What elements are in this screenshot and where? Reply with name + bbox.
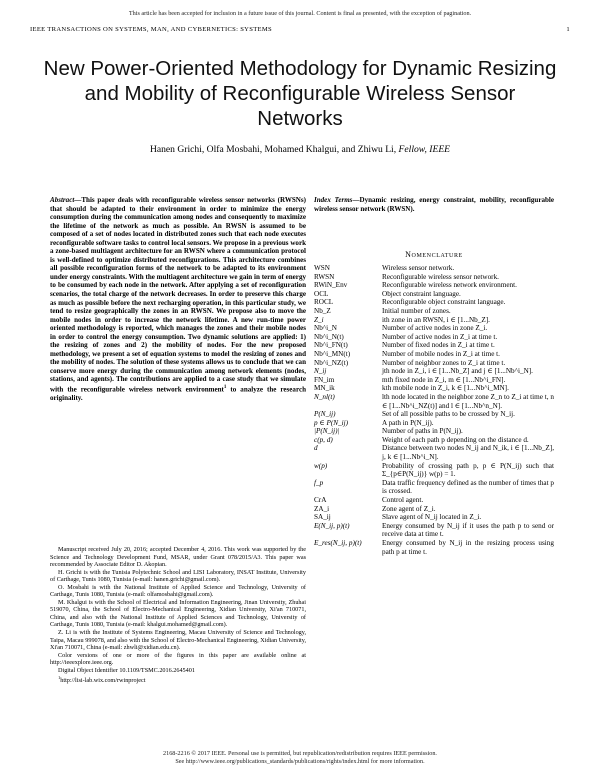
nomenclature-definition: Energy consumed by N_ij in the resizing process using path p at time t. [382, 539, 554, 556]
footnote-mosbahi: O. Mosbahi is with the National Institute of Applied Science and Technology, University of Carthage, Tunis 1080, Tunisia (e-mail: olfamosbahi@gmail.com). [50, 583, 306, 599]
nomenclature-symbol: RWiN_Env [314, 281, 348, 290]
nomenclature-title: Nomenclature [405, 250, 463, 259]
nomenclature-symbol: Nb^i_FN(t) [314, 341, 348, 350]
nomenclature-row [314, 367, 554, 376]
nomenclature-definition: Reconfigurable wireless sensor network. [382, 272, 499, 281]
abstract [50, 196, 306, 402]
nomenclature-symbol: RWSN [314, 272, 335, 281]
footnote-doi: Digital Object Identifier 10.1109/TSMC.2016.2645401 [58, 666, 195, 674]
nomenclature-row [314, 307, 554, 316]
nomenclature-row [314, 384, 554, 393]
author-list [40, 144, 560, 155]
index-terms-lead: Index Terms [314, 196, 353, 204]
abstract-tail: to analyze the research originality. [50, 385, 306, 402]
nomenclature-definition: lth node located in the neighbor zone Z_n to Z_i at time t, n ∈ [1...Nb^i_NZ(t)] and l ∈ [1...Nb^n_N]. [382, 392, 554, 410]
nomenclature-symbol: Nb^i_NZ(t) [314, 358, 349, 367]
nomenclature-row [314, 505, 554, 514]
footnote-li: Z. Li is with the Institute of Systems Engineering, Macau University of Science and Technology, Taipa, Macau 999078, and also with the School of Electro-Mechanical Engineering, Xidian University, Xi'an 710071, China (e-mail: zhwli@xidian.edu.cn). [50, 629, 306, 652]
nomenclature-row [314, 316, 554, 325]
nomenclature-symbol: OCL [314, 289, 329, 298]
nomenclature-row [314, 479, 554, 496]
paper-title: New Power-Oriented Methodology for Dynamic Resizing and Mobility of Reconfigurable Wireless Sensor Networks [43, 57, 557, 130]
nomenclature-definition: Reconfigurable object constraint language. [382, 298, 506, 307]
nomenclature-symbol: |P(N_ij)| [314, 427, 340, 436]
index-terms-text: —Dynamic resizing, energy constraint, mobility, reconfigurable wireless sensor network (RWSN). [314, 196, 554, 213]
nomenclature-definition: Number of paths in P(N_ij). [382, 427, 463, 436]
nomenclature-definition: Probability of crossing path p, p ∈ P(N_ij) such that Σ_{p∈P(N_ij)} w(p) = 1. [382, 461, 554, 479]
abstract-lead: Abstract [50, 196, 75, 204]
author-names: Hanen Grichi, Olfa Mosbahi, Mohamed Khalgui, and Zhiwu Li, [149, 144, 397, 155]
nomenclature-symbol: p ∈ P(N_ij) [314, 418, 349, 427]
nomenclature-definition: Control agent. [382, 496, 424, 505]
nomenclature-definition: Weight of each path p depending on the distance d. [382, 435, 529, 444]
nomenclature-definition: Object constraint language. [382, 289, 461, 298]
footnotes [50, 546, 306, 685]
nomenclature-symbol: f_p [314, 478, 324, 487]
footnote-color: Color versions of one or more of the figures in this paper are available online at http://ieeexplore.ieee.org. [50, 651, 306, 667]
nomenclature-definition: ith zone in an RWSN, i ∈ [1...Nb_Z]. [382, 315, 490, 324]
running-header [30, 26, 570, 33]
nomenclature-definition: Wireless sensor network. [382, 264, 455, 272]
nomenclature-symbol: ROCL [314, 298, 334, 307]
footnote-grichi: H. Grichi is with the Tunisia Polytechnic School and LISI Laboratory, INSAT Institute, University of Carthage, Tunis 1080, Tunisia (e-mail: hanen.grichi@gmail.com). [50, 568, 306, 584]
nomenclature-definition: kth mobile node in Z_i, k ∈ [1...Nb^i_MN]. [382, 384, 509, 393]
nomenclature-row [314, 522, 554, 539]
nomenclature-definition: Number of active nodes in zone Z_i. [382, 324, 488, 333]
footnote-link[interactable] [50, 674, 306, 685]
nomenclature-row [314, 376, 554, 385]
nomenclature-definition: Slave agent of N_ij located in Z_i. [382, 513, 482, 522]
nomenclature-row [314, 324, 554, 333]
nomenclature-definition: Number of active nodes in Z_i at time t. [382, 332, 498, 341]
nomenclature-symbol: SA_ij [314, 513, 331, 522]
nomenclature-symbol: ZA_i [314, 504, 330, 513]
nomenclature-definition: A path in P(N_ij). [382, 418, 434, 427]
nomenclature-row [314, 496, 554, 505]
nomenclature-symbol: P(N_ij) [314, 410, 336, 419]
nomenclature-row [314, 539, 554, 556]
nomenclature-definition: mth fixed node in Z_i, m ∈ [1...Nb^i_FN]. [382, 375, 506, 384]
index-terms [314, 196, 554, 213]
nomenclature-row [314, 427, 554, 436]
nomenclature-definition: Number of neighbor zones to Z_i at time t. [382, 358, 506, 367]
nomenclature-row [314, 436, 554, 445]
nomenclature-symbol: c(p, d) [314, 435, 333, 444]
footnote-khalgui: M. Khalgui is with the School of Electrical and Information Engineering, Jinan University, Zhuhai 519070, China, the School of Electro-Mechanical Engineering, Xidian University, Xi'an 710071, China, and also with the National Institute of Applied Sciences and Technology, University of Carthage, Tunis 1080, Tunisia (e-mail: khalgui.mohamed@gmail.com). [50, 598, 306, 629]
nomenclature-definition: Initial number of zones. [382, 306, 451, 315]
nomenclature-definition: Zone agent of Z_i. [382, 504, 436, 513]
nomenclature-symbol: CrA [314, 496, 327, 505]
nomenclature-symbol: E(N_ij, p)(t) [314, 521, 350, 530]
journal-name: IEEE TRANSACTIONS ON SYSTEMS, MAN, AND CYBERNETICS: SYSTEMS [30, 26, 272, 33]
footer-line-1: 2168-2216 © 2017 IEEE. Personal use is permitted, but republication/redistribution requires IEEE permission. [163, 750, 437, 757]
author-fellow: Fellow, IEEE [398, 144, 451, 155]
nomenclature-row [314, 462, 554, 479]
nomenclature-row [314, 444, 554, 461]
nomenclature-definition: Number of mobile nodes in Z_i at time t. [382, 349, 500, 358]
copyright-footer [0, 750, 600, 765]
nomenclature-definition: Energy consumed by N_ij if it uses the path p to send or receive data at time t. [382, 521, 554, 539]
nomenclature-row [314, 333, 554, 342]
nomenclature-row [314, 281, 554, 290]
abstract-text: —This paper deals with reconfigurable wireless sensor networks (RWSNs) that should be adapted to their environment in order to minimize the energy consumption during the communication among nodes and consequently to maximize the lifetime of the network as much as possible. An RWSN is assumed to be composed of a set of nodes located in distributed zones such that each node executes reconfigurable software tasks to control local sensors. We propose in a previous work a zone-based multiagent architecture for an RWSN where a communication protocol is well-defined to optimize distributed reconfigurations. This architecture combines all possible reconfiguration forms of the network to be adapted to its environment under energy constraints. With the multiagent architecture we gain in term of energy to be consumed by each node in the network. After applying a set of reconfiguration scenarios, the total charge of the network decreases. In order to preserve this charge as much as possible before the next recharging operation, in this particular study, we tend to resize geographically the zones in an RWSN. We propose also to move the mobile nodes in order to increase the network lifetime. A new run-time power oriented methodology is reported, which manages the zones and their mobile nodes in order to control the energy consumption. Two dynamic solutions are applied: 1) the resizing of zones and 2) the mobility of nodes. For the new proposed methodology, we present a set of equation systems to model the resizing of zones and the mobility of nodes. The solution of these systems allows us to conclude that we can conserve more energy during the communication among network elements (nodes, stations, and agents). The contributions are applied to a case study that we simulate with the reconfigurable wireless network environment [50, 196, 306, 394]
nomenclature-row [314, 298, 554, 307]
footnote-manuscript: Manuscript received July 20, 2016; accepted December 4, 2016. This work was supported by the Science and Technology Development Fund, MSAR, under Grant 078/2015/A3. This paper was recommended by Associate Editor D. Akopian. [50, 546, 306, 569]
nomenclature-symbol: Nb_Z [314, 306, 331, 315]
nomenclature-row [314, 410, 554, 419]
nomenclature-row [314, 419, 554, 428]
nomenclature-row [314, 350, 554, 359]
nomenclature-definition: Number of fixed nodes in Z_i at time t. [382, 341, 495, 350]
nomenclature-row [314, 273, 554, 282]
footnote-link-mark: 1 [58, 675, 61, 681]
nomenclature-definition: Reconfigurable wireless network environment. [382, 281, 517, 290]
nomenclature-symbol: Nb^i_N [314, 324, 337, 333]
nomenclature-row [314, 513, 554, 522]
nomenclature-symbol: WSN [314, 264, 330, 272]
nomenclature-row [314, 393, 554, 410]
nomenclature-symbol: E_res(N_ij, p)(t) [314, 539, 362, 547]
nomenclature-row [314, 341, 554, 350]
nomenclature-symbol: N_nl(t) [314, 392, 335, 401]
nomenclature-row [314, 264, 554, 273]
page-number: 1 [566, 26, 570, 33]
footer-line-2: See http://www.ieee.org/publications_standards/publications/rights/index.html for more information. [175, 757, 425, 765]
footnote-link-text[interactable]: http://lisi-lab.wix.com/rwinproject [60, 677, 146, 685]
nomenclature-definition: Data traffic frequency defined as the number of times that p is crossed. [382, 478, 554, 496]
nomenclature-definition: Set of all possible paths to be crossed by N_ij. [382, 410, 515, 419]
nomenclature-symbol: N_ij [314, 367, 327, 376]
nomenclature-row [314, 359, 554, 368]
nomenclature-symbol: FN_im [314, 375, 335, 384]
nomenclature-definition: jth node in Z_i, i ∈ [1...Nb_Z] and j ∈ [1...Nb^i_N]. [382, 367, 533, 376]
abstract-footnote-mark: 1 [223, 385, 227, 391]
nomenclature-row [314, 290, 554, 299]
nomenclature-symbol: Nb^i_MN(t) [314, 349, 351, 358]
nomenclature-symbol: Nb^i_N(t) [314, 332, 344, 341]
nomenclature-symbol: Z_i [314, 315, 324, 324]
acceptance-notice: This article has been accepted for inclusion in a future issue of this journal. Content is final as presented, with the exception of pagination. [128, 10, 472, 17]
nomenclature-definition: Distance between two nodes N_ij and N_ik, i ∈ [1...Nb_Z], j, k ∈ [1...Nb^i_N]. [382, 444, 554, 462]
nomenclature-symbol: w(p) [314, 461, 328, 470]
nomenclature-symbol: MN_ik [314, 384, 335, 393]
nomenclature-list [314, 264, 554, 556]
nomenclature-symbol: d [314, 444, 318, 453]
